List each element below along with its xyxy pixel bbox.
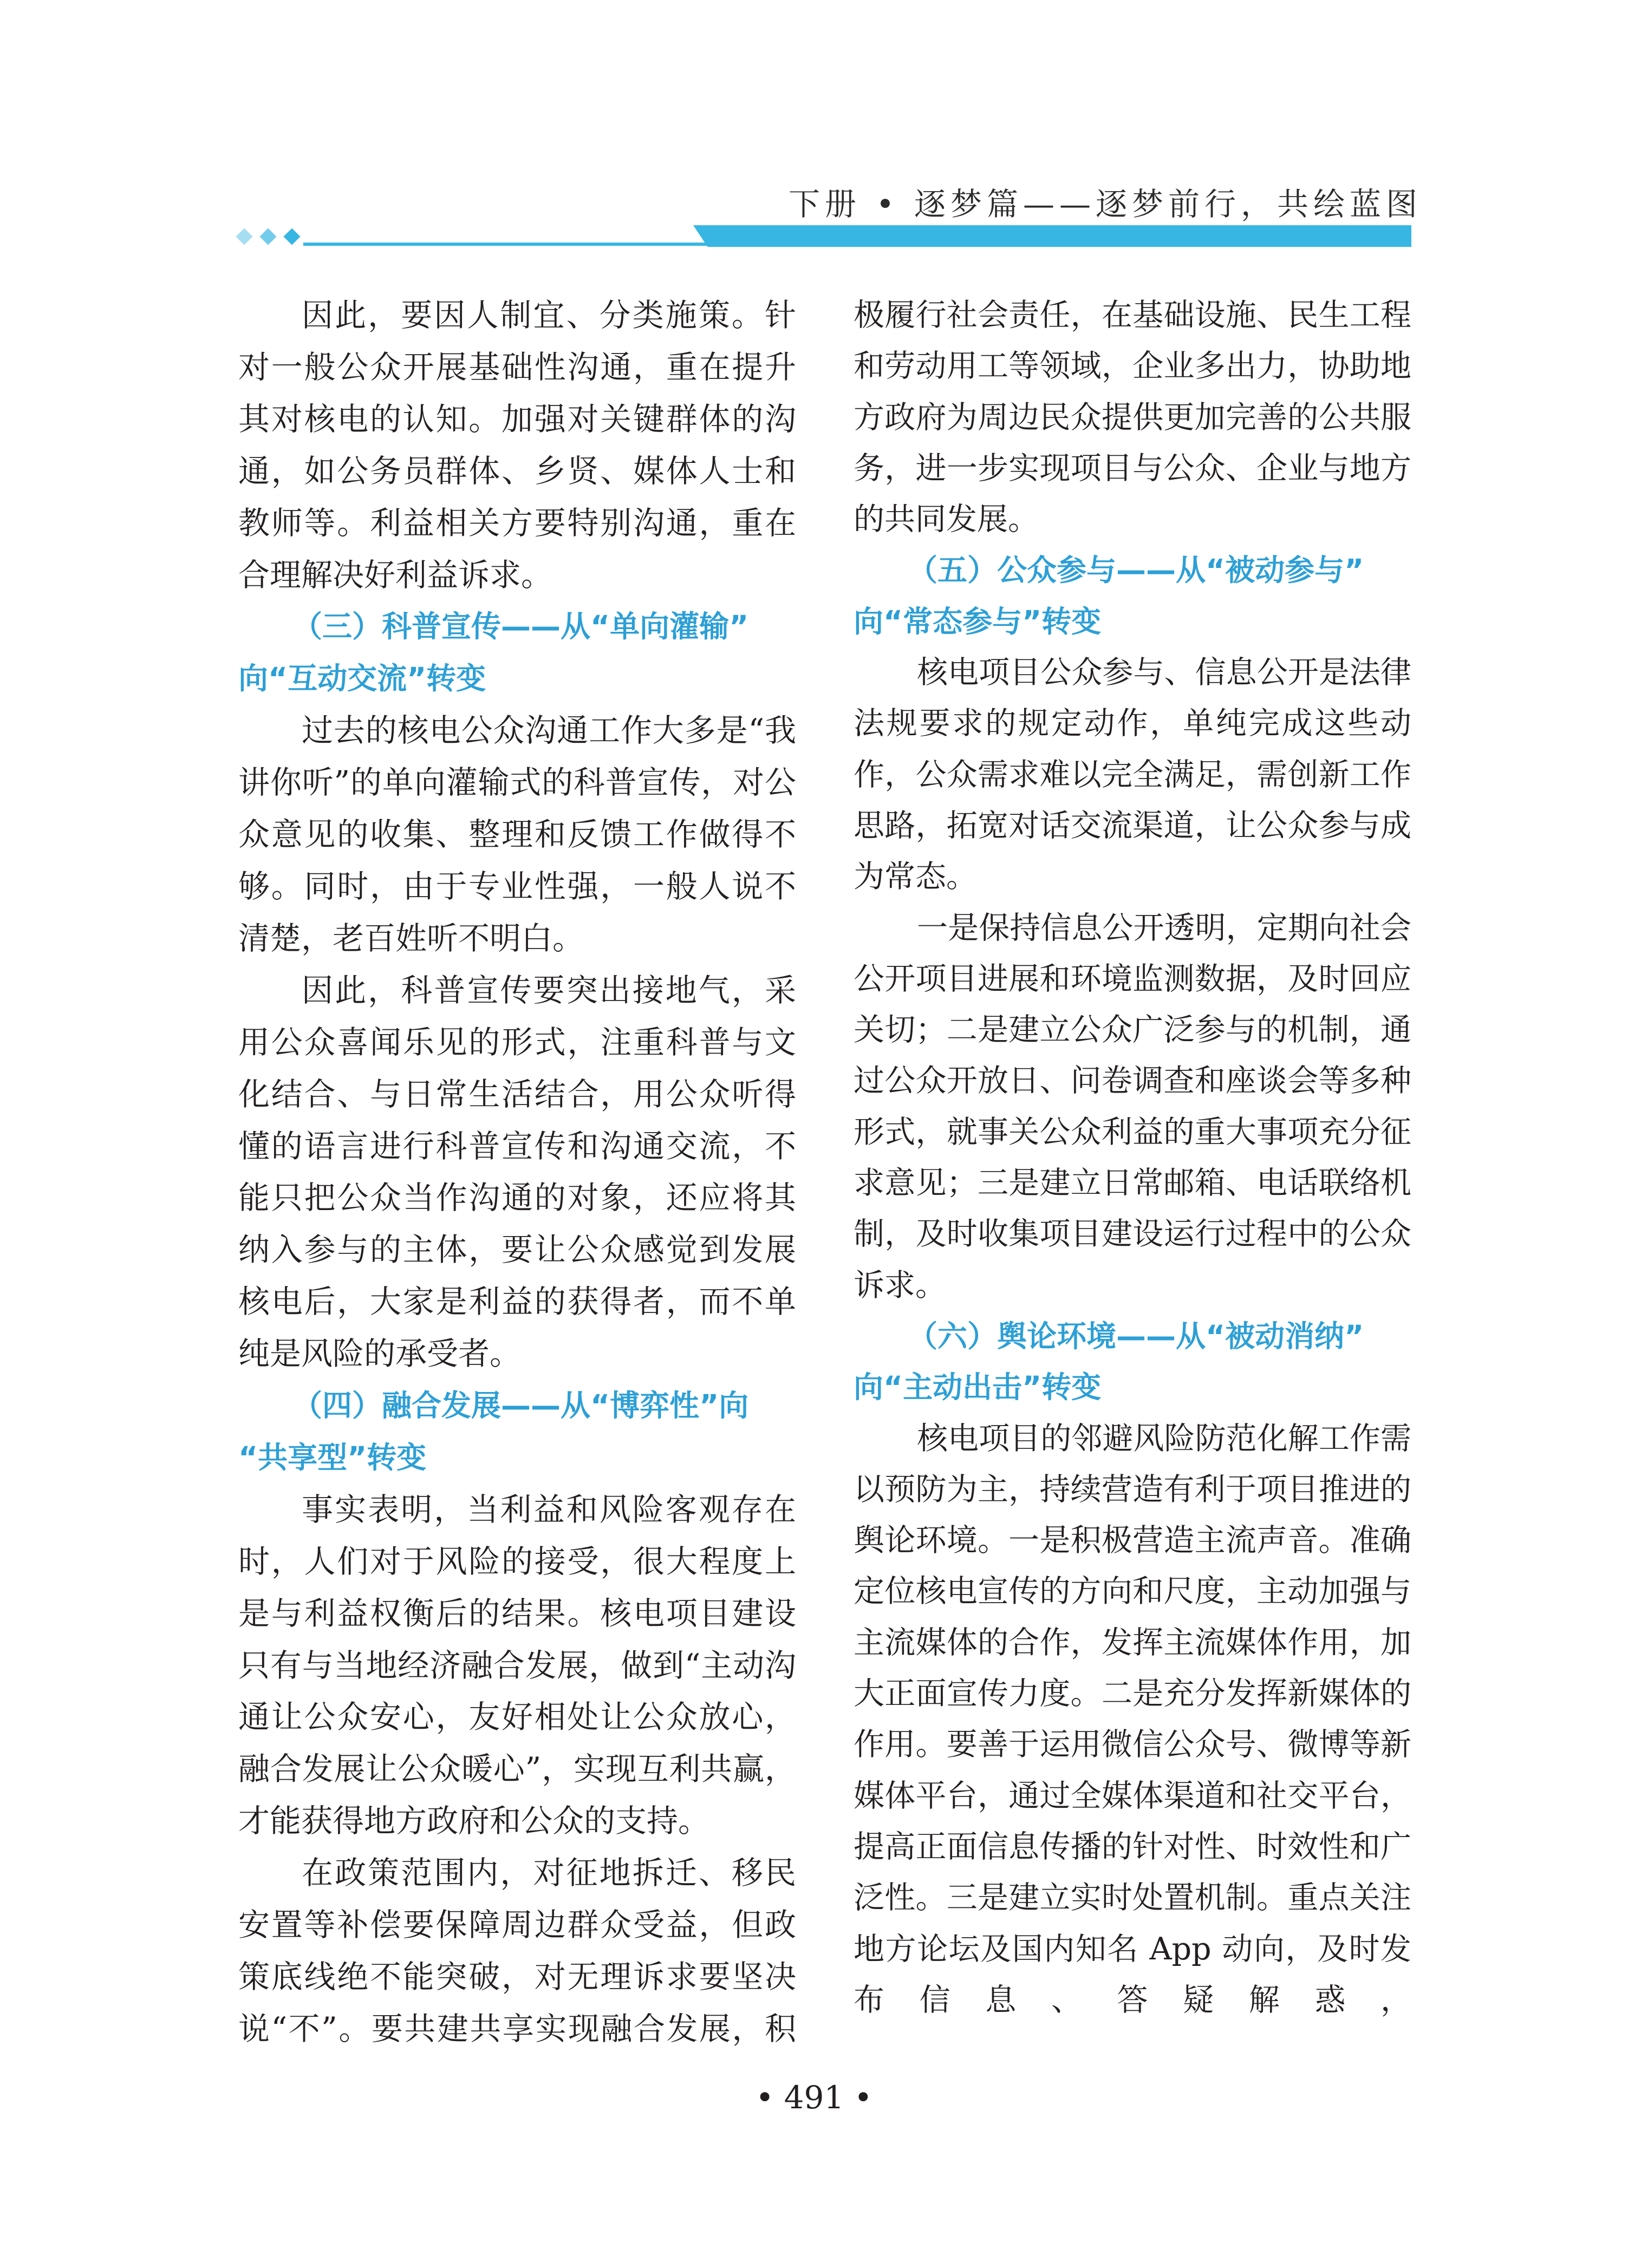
paragraph: 因此，要因人制宜、分类施策。针对一般公众开展基础性沟通，重在提升其对核电的认知。加强对关键群体的沟通，如公务员群体、乡贤、媒体人士和教师等。利益相关方要特别沟通，重在合理解决好利益诉求。 — [238, 297, 796, 593]
paragraph: 一是保持信息公开透明，定期向社会公开项目进展和环境监测数据，及时回应关切；二是建立公众广泛参与的机制，通过公众开放日、问卷调查和座谈会等多种形式，就事关公众利益的重大事项充分征求意见；三是建立日常邮箱、电话联络机制，及时收集项目建设运行过程中的公众诉求。 — [854, 910, 1411, 1303]
paragraph: 核电项目公众参与、信息公开是法律法规要求的规定动作，单纯完成这些动作，公众需求难以完全满足，需创新工作思路，拓宽对话交流渠道，让公众参与成为常态。 — [854, 655, 1411, 895]
section-heading-line: （三）科普宣传——从“单向灌输” — [292, 609, 749, 644]
section-heading — [854, 1311, 1411, 1413]
diamond-icon — [283, 228, 300, 245]
diamond-icon — [259, 228, 276, 245]
section-heading — [854, 545, 1411, 647]
diamond-icon — [236, 228, 252, 245]
paragraph: 事实表明，当利益和风险客观存在时，人们对于风险的接受，很大程度上是与利益权衡后的结果。核电项目建设只有与当地经济融合发展，做到“主动沟通让公众安心，友好相处让公众放心，融合发展让公众暖心”，实现互利共赢，才能获得地方政府和公众的支持。 — [238, 1491, 796, 1840]
section-heading-line: （六）舆论环境——从“被动消纳” — [908, 1318, 1364, 1354]
header-title: 下册 • 逐梦篇——逐梦前行，共绘蓝图 — [788, 186, 1422, 223]
section-heading — [238, 601, 796, 705]
section-heading-line: 向“常态参与”转变 — [854, 604, 1102, 639]
header-bar — [693, 225, 1411, 247]
paragraph: 过去的核电公众沟通工作大多是“我讲你听”的单向灌输式的科普宣传，对公众意见的收集、整理和反馈工作做得不够。同时，由于专业性强，一般人说不清楚，老百姓听不明白。 — [238, 712, 796, 957]
paragraph: 极履行社会责任，在基础设施、民生工程和劳动用工等领域，企业多出力，协助地方政府为周边民众提供更加完善的公共服务，进一步实现项目与公众、企业与地方的共同发展。 — [854, 297, 1411, 538]
paragraph: 核电项目的邻避风险防范化解工作需以预防为主，持续营造有利于项目推进的舆论环境。一是积极营造主流声音。准确定位核电宣传的方向和尺度，主动加强与主流媒体的合作，发挥主流媒体作用，加大正面宣传力度。二是充分发挥新媒体的作用。要善于运用微信公众号、微博等新媒体平台，通过全媒体渠道和社交平台，提高正面信息传播的针对性、时效性和广泛性。三是建立实时处置机制。重点关注地方论坛及国内知名 App 动向，及时发布信息、答疑解惑， — [854, 1420, 1411, 2018]
right-column — [854, 290, 1411, 2025]
section-heading-line: 向“主动出击”转变 — [854, 1370, 1102, 1405]
paragraph: 在政策范围内，对征地拆迁、移民安置等补偿要保障周边群众受益，但政策底线绝不能突破，对无理诉求要坚决说“不”。要共建共享实现融合发展，积 — [238, 1854, 796, 2047]
paragraph: 因此，科普宣传要突出接地气，采用公众喜闻乐见的形式，注重科普与文化结合、与日常生活结合，用公众听得懂的语言进行科普宣传和沟通交流，不能只把公众当作沟通的对象，还应将其纳入参与的主体，要让公众感觉到发展核电后，大家是利益的获得者，而不单纯是风险的承受者。 — [238, 971, 796, 1372]
section-heading-line: （五）公众参与——从“被动参与” — [908, 553, 1364, 588]
section-heading-line: “共享型”转变 — [238, 1440, 427, 1475]
section-heading-line: 向“互动交流”转变 — [238, 661, 486, 696]
section-heading — [238, 1380, 796, 1484]
section-heading-line: （四）融合发展——从“博弈性”向 — [292, 1388, 749, 1423]
page-number: • 491 • — [756, 2079, 872, 2116]
left-column — [238, 290, 796, 2055]
